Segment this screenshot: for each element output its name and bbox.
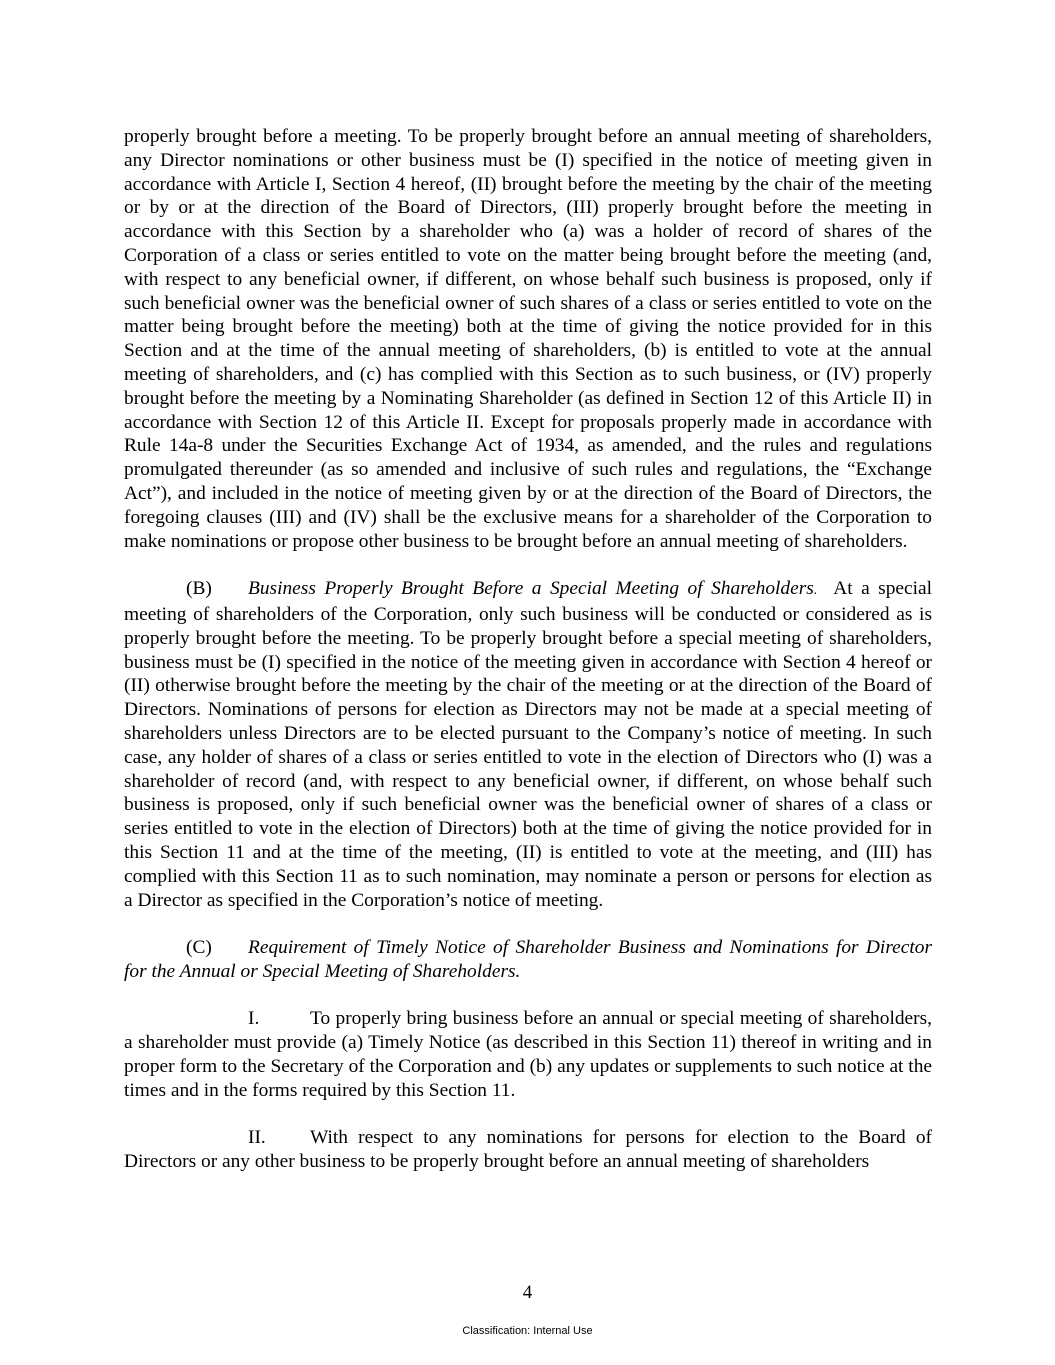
item-i-paragraph (124, 1007, 932, 1102)
section-b-marker: (B) (186, 578, 212, 600)
classification-label: Classification: Internal Use (462, 1325, 593, 1337)
item-ii-marker: II. (248, 1127, 266, 1149)
item-ii-body: With respect to any nominations for persons for election to the Board of Directors or any other business to be properly brought before an annual meeting of shareholders (124, 1127, 932, 1173)
item-ii-paragraph (124, 1126, 932, 1174)
section-b-paragraph (124, 577, 932, 912)
document-body (124, 125, 932, 1174)
section-b-heading: Business Properly Brought Before a Special Meeting of Shareholders (248, 578, 814, 600)
section-b-heading-period: . (813, 583, 818, 599)
section-c-marker: (C) (186, 937, 212, 959)
section-c-paragraph (124, 936, 932, 984)
page-number: 4 (522, 1282, 533, 1303)
section-c-heading: Requirement of Timely Notice of Shareholder Business and Nominations for Director for the Annual or Special Meeting of Shareholders. (124, 937, 932, 982)
item-i-body: To properly bring business before an annual or special meeting of shareholders, a shareholder must provide (a) Timely Notice (as described in this Section 11) thereof in writing and in proper form to the Secretary of the Corporation and (b) any updates or supplements to such notice at the times and in the forms required by this Section 11. (124, 1008, 932, 1101)
section-b-body: At a special meeting of shareholders of the Corporation, only such business will be conducted or considered as is properly brought before the meeting. To be properly brought before a special meeting of shareholders, business must be (I) specified in the notice of the meeting given in accordance with Section 4 hereof or (II) otherwise brought before the meeting by the chair of the meeting or at the direction of the Board of Directors. Nominations of persons for election as Directors may not be made at a special meeting of shareholders unless Directors are to be elected pursuant to the Company’s notice of meeting. In such case, any holder of shares of a class or series entitled to vote in the election of Directors who (I) was a shareholder of record (and, with respect to any beneficial owner, if different, on whose behalf such business is proposed, only if such beneficial owner was the beneficial owner of shares of a class or series entitled to vote in the election of Directors) both at the time of giving the notice provided for in this Section 11 and at the time of the meeting, (II) is entitled to vote at the meeting, and (III) has complied with this Section 11 as to such nomination, may nominate a person or persons for election as a Director as specified in the Corporation’s notice of meeting. (124, 578, 932, 911)
item-i-marker: I. (248, 1008, 260, 1030)
paragraph-continuation: properly brought before a meeting. To be properly brought before an annual meeting of shareholders, any Director nominations or other business must be (I) specified in the notice of meeting given in accordance with Article I, Section 4 hereof, (II) brought before the meeting by the chair of the meeting or by or at the direction of the Board of Directors, (III) properly brought before the meeting in accordance with this Section by a shareholder who (a) was a holder of record of shares of the Corporation of a class or series entitled to vote on the matter being brought before the meeting (and, with respect to any beneficial owner, if different, on whose behalf such business is proposed, only if such beneficial owner was the beneficial owner of such shares of a class or series entitled to vote on the matter being brought before the meeting) both at the time of giving the notice provided for in this Section and at the time of the annual meeting of shareholders, (b) is entitled to vote at the annual meeting of shareholders, and (c) has complied with this Section as to such business, or (IV) properly brought before the meeting by a Nominating Shareholder (as defined in Section 12 of this Article II) in accordance with Section 12 of this Article II. Except for proposals properly made in accordance with Rule 14a-8 under the Securities Exchange Act of 1934, as amended, and the rules and regulations promulgated thereunder (as so amended and inclusive of such rules and regulations, the “Exchange Act”), and included in the notice of meeting given by or at the direction of the Board of Directors, the foregoing clauses (III) and (IV) shall be the exclusive means for a shareholder of the Corporation to make nominations or propose other business to be brought before an annual meeting of shareholders. (124, 126, 932, 552)
